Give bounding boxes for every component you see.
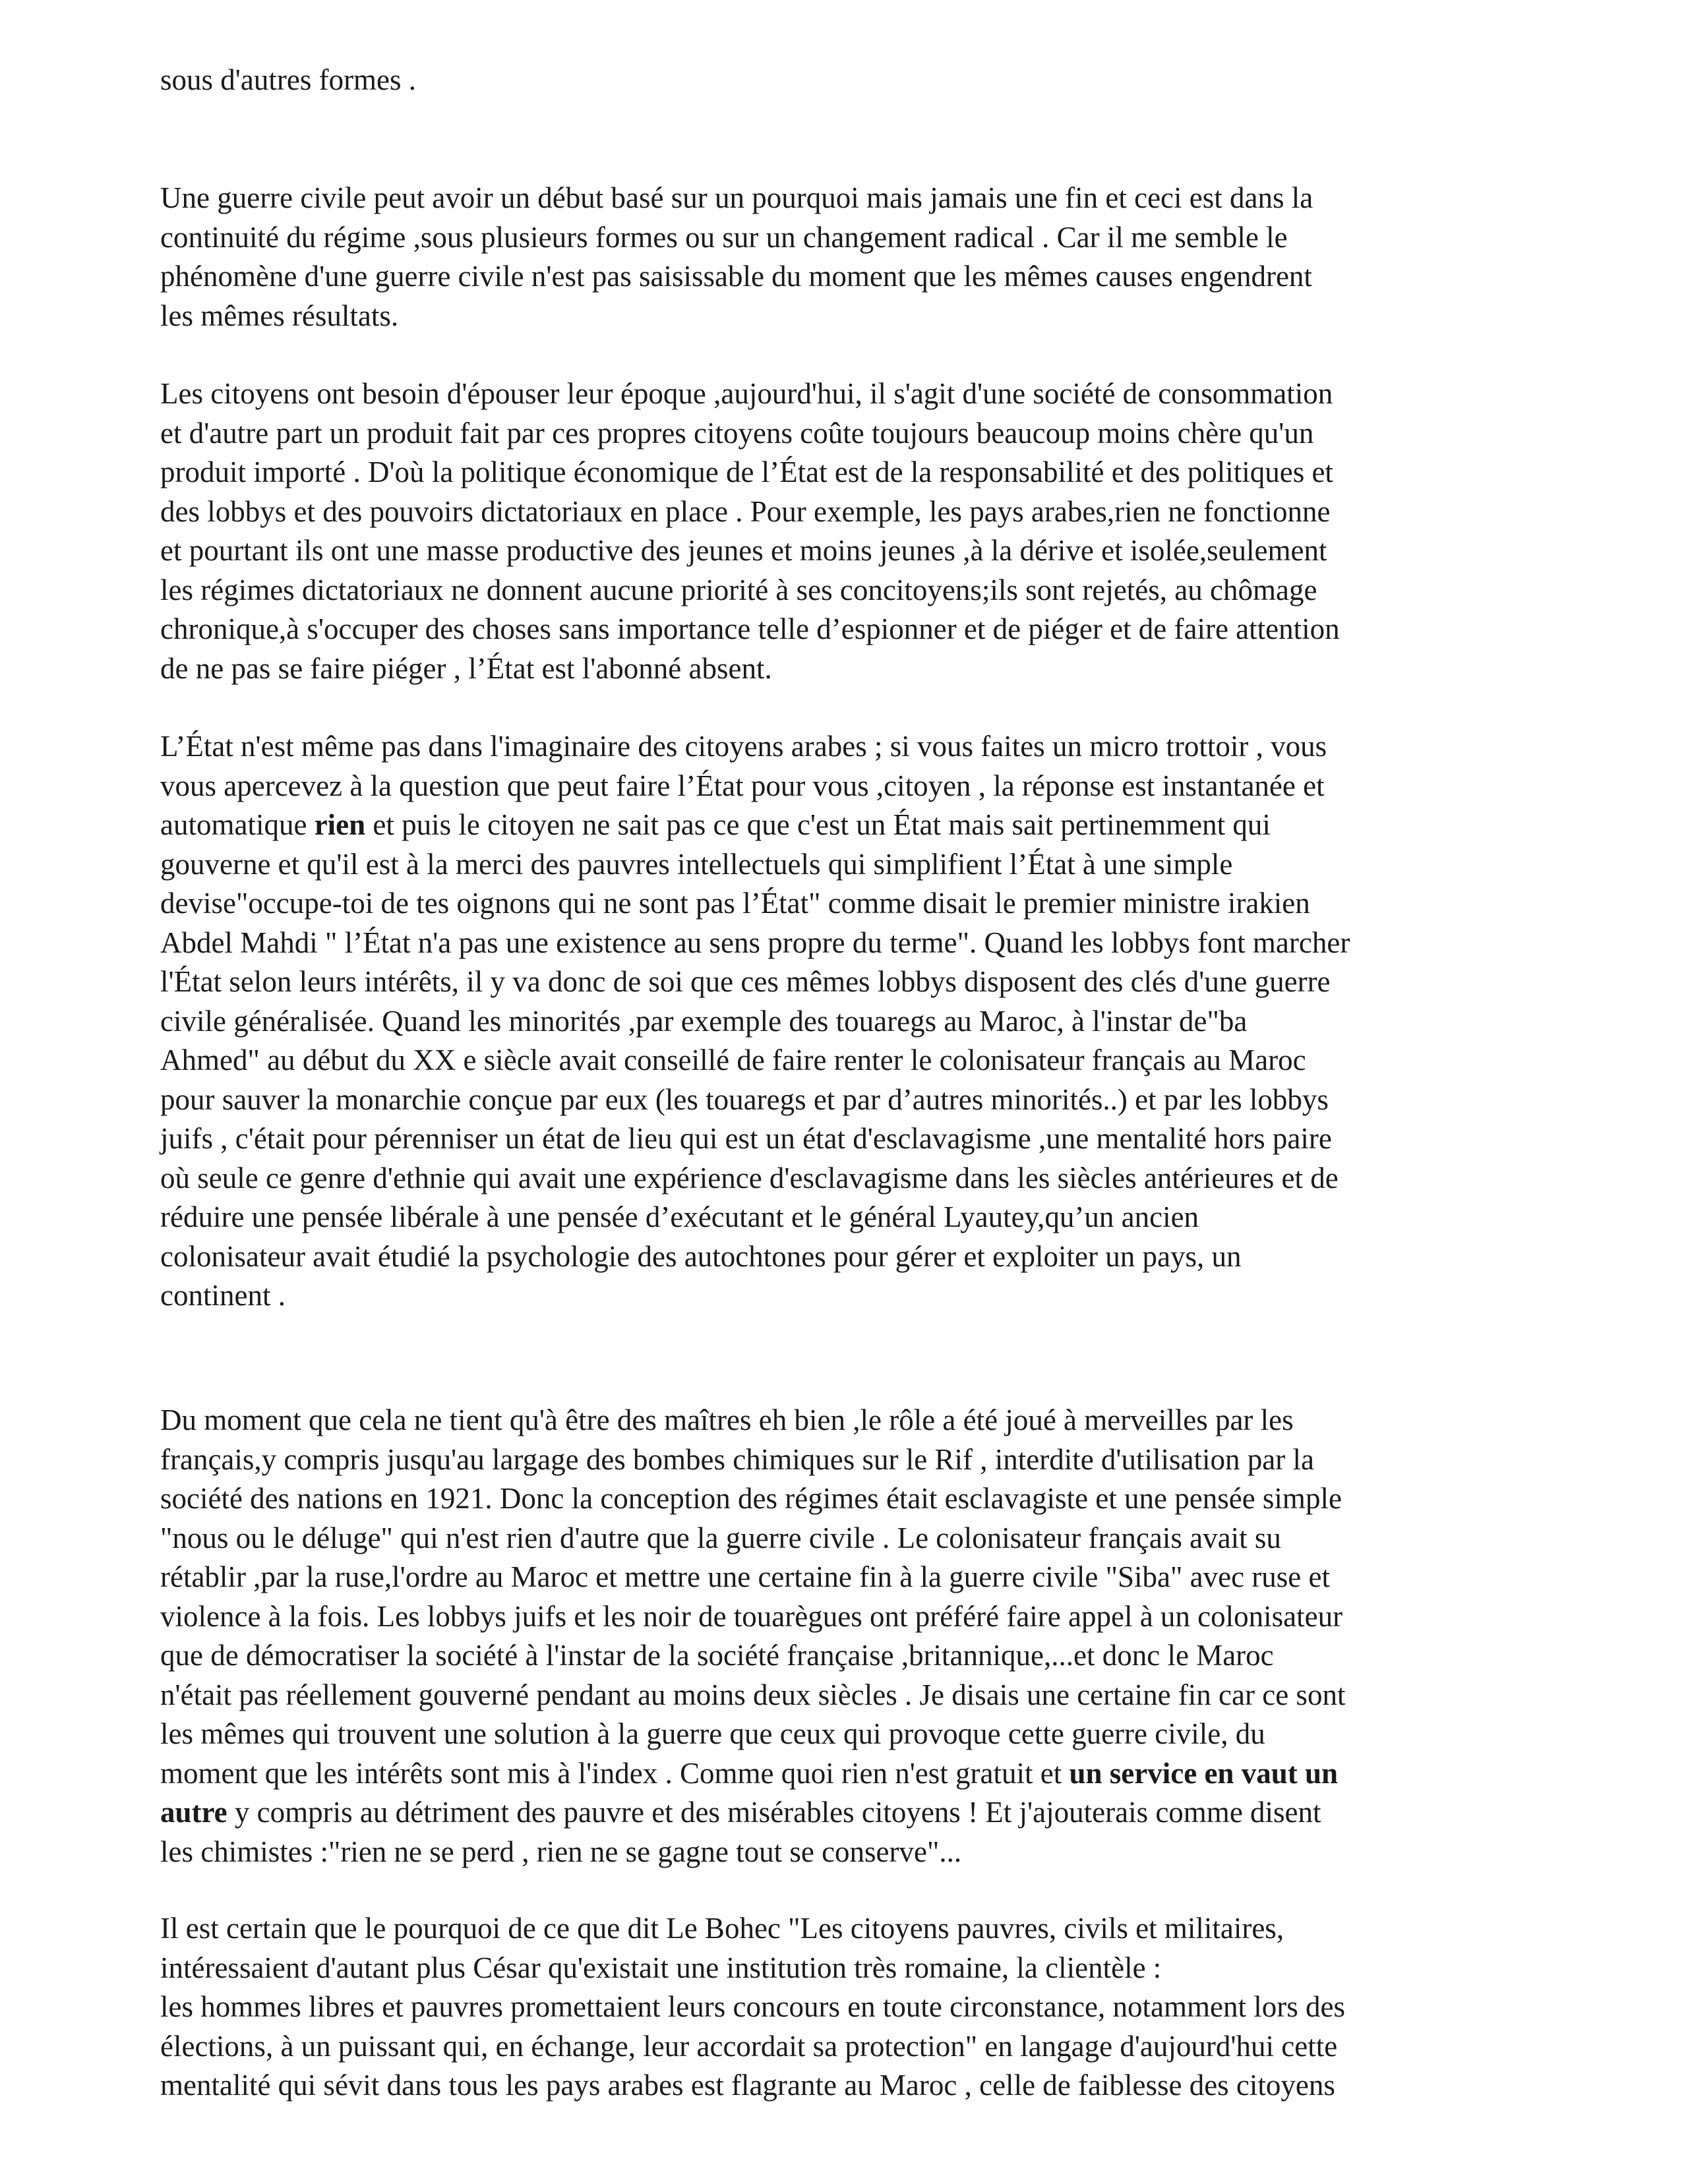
text-line: Ahmed" au début du XX e siècle avait conseillé de faire renter le colonisateur français au Maroc: [160, 1044, 1306, 1077]
text-segment: automatique: [160, 808, 315, 841]
text-line: sous d'autres formes .: [160, 63, 417, 96]
text-line: n'était pas réellement gouverné pendant au moins deux siècles . Je disais une certaine fin car ce sont: [160, 1678, 1346, 1711]
text-line: les chimistes :"rien ne se perd , rien ne se gagne tout se conserve"...: [160, 1835, 962, 1868]
text-line: gouverne et qu'il est à la merci des pauvres intellectuels qui simplifient l’État à une simple: [160, 847, 1233, 881]
text-line: les régimes dictatoriaux ne donnent aucune priorité à ses concitoyens;ils sont rejetés, au chômage: [160, 573, 1317, 606]
text-line: l'État selon leurs intérêts, il y va donc de soi que ces mêmes lobbys disposent des clés d'une guerre: [160, 965, 1331, 998]
paragraph-1: [160, 61, 1532, 100]
paragraph-2: [160, 179, 1532, 336]
text-line: mentalité qui sévit dans tous les pays arabes est flagrante au Maroc , celle de faiblesse des citoyens: [160, 2069, 1335, 2102]
text-line: et d'autre part un produit fait par ces propres citoyens coûte toujours beaucoup moins chère qu'un: [160, 416, 1314, 450]
text-line: élections, à un puissant qui, en échange, leur accordait sa protection" en langage d'aujourd'hui cette: [160, 2029, 1338, 2063]
text-line: chronique,à s'occuper des choses sans importance telle d’espionner et de piéger et de faire attention: [160, 612, 1340, 645]
text-line: intéressaient d'autant plus César qu'existait une institution très romaine, la clientèle :: [160, 1951, 1162, 1984]
text-line: vous apercevez à la question que peut faire l’État pour vous ,citoyen , la réponse est instantanée et: [160, 769, 1325, 802]
text-line: juifs , c'était pour pérenniser un état de lieu qui est un état d'esclavagisme ,une mentalité hors paire: [160, 1122, 1332, 1155]
text-line: continuité du régime ,sous plusieurs formes ou sur un changement radical . Car il me semble le: [160, 220, 1288, 254]
text-line: Abdel Mahdi " l’État n'a pas une existence au sens propre du terme". Quand les lobbys font marcher: [160, 926, 1350, 959]
text-line: pour sauver la monarchie conçue par eux (les touaregs et par d’autres minorités..) et par les lobbys: [160, 1082, 1329, 1116]
text-line: et pourtant ils ont une masse productive des jeunes et moins jeunes ,à la dérive et isolée,seulement: [160, 534, 1327, 567]
text-line: les mêmes résultats.: [160, 299, 399, 332]
text-line: de ne pas se faire piéger , l’État est l'abonné absent.: [160, 651, 772, 685]
text-line: Une guerre civile peut avoir un début basé sur un pourquoi mais jamais une fin et ceci est dans la: [160, 181, 1313, 214]
text-line: colonisateur avait étudié la psychologie des autochtones pour gérer et exploiter un pays, un: [160, 1239, 1242, 1273]
text-line: réduire une pensée libérale à une pensée d’exécutant et le général Lyautey,qu’un ancien: [160, 1200, 1199, 1233]
text-line: les mêmes qui trouvent une solution à la guerre que ceux qui provoque cette guerre civile, du: [160, 1717, 1265, 1750]
text-line: "nous ou le déluge" qui n'est rien d'autre que la guerre civile . Le colonisateur français avait su: [160, 1521, 1281, 1554]
text-line: société des nations en 1921. Donc la conception des régimes était esclavagiste et une pensée simple: [160, 1482, 1342, 1515]
bold-phrase: autre: [160, 1796, 227, 1829]
text-line: devise"occupe-toi de tes oignons qui ne sont pas l’État" comme disait le premier ministre irakien: [160, 887, 1310, 920]
text-line: des lobbys et des pouvoirs dictatoriaux en place . Pour exemple, les pays arabes,rien ne fonctionne: [160, 494, 1331, 528]
text-line: phénomène d'une guerre civile n'est pas saisissable du moment que les mêmes causes engendrent: [160, 260, 1312, 293]
text-line: [160, 806, 1532, 845]
text-line: civile généralisée. Quand les minorités ,par exemple des touaregs au Maroc, à l'instar de"ba: [160, 1004, 1248, 1038]
bold-word: rien: [314, 808, 366, 841]
text-line: [160, 1793, 1532, 1833]
text-line: français,y compris jusqu'au largage des bombes chimiques sur le Rif , interdite d'utilisation par la: [160, 1442, 1314, 1476]
text-line: que de démocratiser la société à l'instar de la société française ,britannique,...et donc le Maroc: [160, 1639, 1274, 1672]
text-line: Les citoyens ont besoin d'épouser leur époque ,aujourd'hui, il s'agit d'une société de consommation: [160, 377, 1333, 410]
bold-phrase: un service en vaut un: [1069, 1756, 1339, 1790]
text-line: Il est certain que le pourquoi de ce que dit Le Bohec "Les citoyens pauvres, civils et militaires,: [160, 1912, 1284, 1945]
text-line: [160, 1754, 1532, 1794]
paragraph-3: [160, 374, 1532, 688]
text-line: violence à la fois. Les lobbys juifs et les noir de touarègues ont préféré faire appel à un colonisateur: [160, 1599, 1343, 1633]
text-line: L’État n'est même pas dans l'imaginaire des citoyens arabes ; si vous faites un micro trottoir , vous: [160, 730, 1327, 763]
text-line: rétablir ,par la ruse,l'ordre au Maroc et mettre une certaine fin à la guerre civile "Siba" avec ruse et: [160, 1560, 1330, 1593]
text-line: les hommes libres et pauvres promettaient leurs concours en toute circonstance, notamment lors des: [160, 1990, 1345, 2023]
text-segment: y compris au détriment des pauvre et des misérables citoyens ! Et j'ajouterais comme disent: [227, 1796, 1321, 1829]
text-line: produit importé . D'où la politique économique de l’État est de la responsabilité et des politiques et: [160, 456, 1333, 488]
paragraph-6: [160, 1909, 1532, 2106]
text-line: Du moment que cela ne tient qu'à être des maîtres eh bien ,le rôle a été joué à merveilles par les: [160, 1403, 1294, 1436]
text-line: continent .: [160, 1279, 286, 1312]
text-line: où seule ce genre d'ethnie qui avait une expérience d'esclavagisme dans les siècles antérieures et de: [160, 1161, 1339, 1195]
paragraph-5: [160, 1401, 1532, 1872]
text-segment: moment que les intérêts sont mis à l'index . Comme quoi rien n'est gratuit et: [160, 1756, 1070, 1790]
paragraph-4: [160, 727, 1532, 1316]
text-segment: et puis le citoyen ne sait pas ce que c'est un État mais sait pertinemment qui: [365, 808, 1271, 841]
